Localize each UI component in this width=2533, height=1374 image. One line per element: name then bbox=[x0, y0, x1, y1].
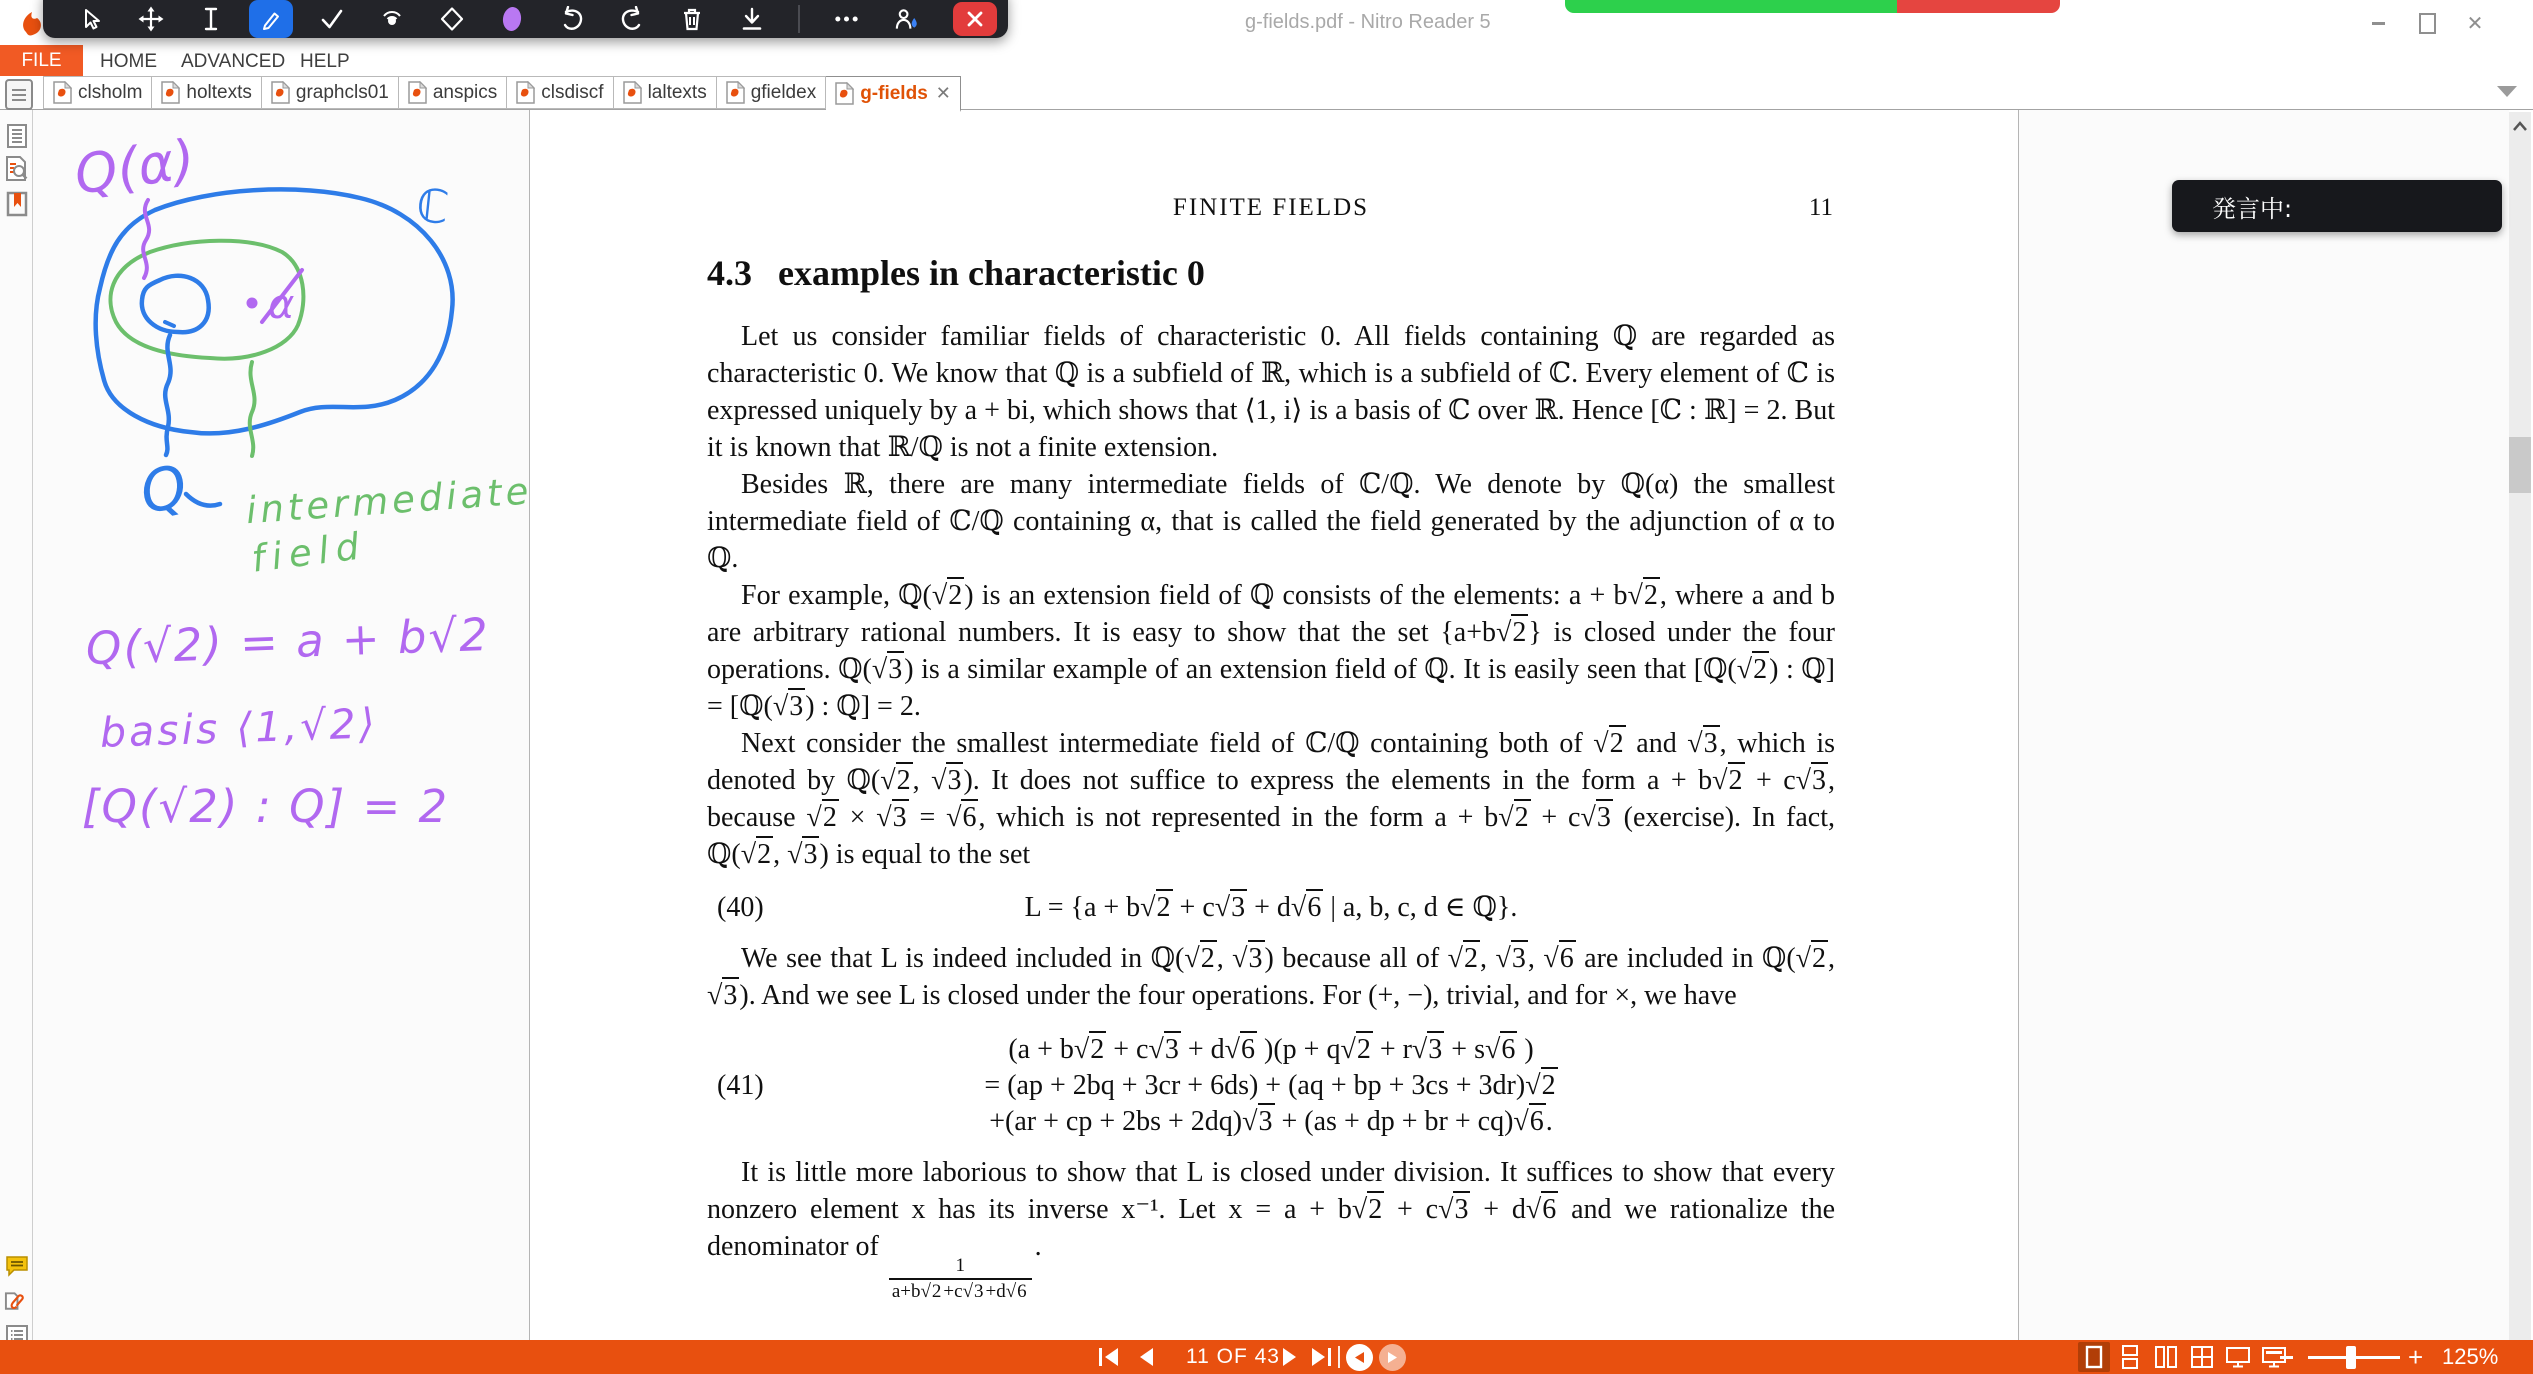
tab-gfieldex[interactable] bbox=[717, 76, 827, 109]
tab-overflow-chevron-icon[interactable] bbox=[2497, 86, 2517, 97]
recording-indicator-red bbox=[1897, 0, 2060, 13]
handwritten-formula-basis: basis ⟨1,√2⟩ bbox=[99, 699, 379, 757]
section-title: examples in characteristic 0 bbox=[778, 253, 1205, 293]
paragraph: Let us consider familiar fields of characteristic 0. All fields containing ℚ are regarded as characteristic 0. We know that ℚ is a subfield of ℝ, which is a subfield of ℂ. Every element of ℂ is expressed uniquely by a + bi, which shows that ⟨1, i⟩ is a basis of ℂ over ℝ. Hence [ℂ : ℝ] = 2. But it is known that ℝ/ℚ is not a finite extension. bbox=[707, 321, 1835, 463]
paragraph: It is little more laborious to show that L is closed under division. It suffices to show that every nonzero element x has its inverse x⁻¹. Let x = a + b√2 + c√3 + d√6 and we rationalize the denominator of $\frac{1}{a+b√2 +c√3 +d√6}$ . bbox=[707, 1157, 1836, 1302]
pdf-file-icon bbox=[271, 81, 290, 104]
tab-laltexts[interactable] bbox=[614, 76, 717, 109]
handwritten-q-label: Q bbox=[134, 451, 194, 528]
tab-graphcls01[interactable] bbox=[262, 76, 399, 109]
view-mode-group bbox=[2078, 1340, 2290, 1374]
zoom-slider[interactable] bbox=[2308, 1340, 2400, 1374]
scroll-up-icon[interactable] bbox=[2512, 120, 2528, 132]
last-page-button[interactable] bbox=[1308, 1340, 1334, 1374]
paragraph: For example, ℚ(√2) is an extension field of ℚ consists of the elements: a + b√2, where a and b are arbitrary rational numbers. It is easy to show that the set {a+b√2} is closed under the four operations. ℚ(√3) is a similar example of an extension field of ℚ. It is easily seen that [ℚ(√2) : ℚ] = [ℚ(√3) : ℚ] = 2. bbox=[707, 577, 1835, 725]
grid-view-icon[interactable] bbox=[2186, 1342, 2218, 1372]
redo-icon[interactable] bbox=[618, 6, 645, 33]
text-tool-icon[interactable] bbox=[197, 6, 224, 33]
tab-label: g-fields bbox=[860, 82, 928, 104]
presenter-icon[interactable] bbox=[893, 6, 920, 33]
facing-pages-view-icon[interactable] bbox=[2150, 1342, 2182, 1372]
handwritten-formula-degree: [Q(√2) : Q] = 2 bbox=[82, 780, 450, 830]
tab-holtexts[interactable] bbox=[152, 76, 261, 109]
document-tab-bar bbox=[0, 76, 2533, 109]
previous-page-button[interactable] bbox=[1134, 1340, 1156, 1374]
save-export-icon[interactable] bbox=[738, 6, 765, 33]
paragraph: We see that L is indeed included in ℚ(√2, √3) because all of √2, √3, √6 are included in ℚ(√2, √3). And we see L is closed under the four operations. For (+, −), trivial, and for ×, we have bbox=[707, 940, 1835, 1014]
recording-indicator-green bbox=[1565, 0, 1897, 13]
zoom-in-button[interactable]: + bbox=[2408, 1341, 2424, 1372]
toolbar-divider bbox=[798, 5, 800, 33]
speaking-label: 発言中: bbox=[2212, 194, 2293, 223]
window-title: g-fields.pdf - Nitro Reader 5 bbox=[1245, 11, 1491, 33]
equation-line: (a + b√2 + c√3 + d√6 )(p + q√2 + r√3 + s√6 ) bbox=[707, 1032, 1835, 1068]
pdf-file-icon bbox=[161, 81, 180, 104]
search-document-icon[interactable] bbox=[4, 155, 29, 182]
scrollbar-thumb[interactable] bbox=[2509, 437, 2531, 493]
next-page-button[interactable] bbox=[1280, 1340, 1302, 1374]
pages-panel-toggle-icon[interactable] bbox=[5, 79, 33, 110]
equation-line: +(ar + cp + 2bs + 2dq)√3 + (as + dp + br + cq)√6. bbox=[707, 1104, 1835, 1140]
status-bar bbox=[0, 1340, 2533, 1374]
tab-clsdiscf[interactable] bbox=[507, 76, 613, 109]
running-header bbox=[707, 194, 1835, 222]
recording-indicator bbox=[1565, 0, 2060, 13]
tab-g-fields-active[interactable] bbox=[826, 76, 961, 112]
blue-inner-q-blob bbox=[142, 276, 209, 332]
pdf-file-icon bbox=[408, 81, 427, 104]
inline-fraction: $\frac{1}{a+b√2 +c√3 +d√6}$ bbox=[889, 1255, 1032, 1304]
handwritten-intermediate: intermediate bbox=[244, 469, 534, 533]
more-options-icon[interactable] bbox=[833, 6, 860, 33]
speaking-indicator-panel bbox=[2172, 180, 2502, 232]
pen-annotation-layer bbox=[40, 120, 570, 830]
running-title: FINITE FIELDS bbox=[1172, 194, 1370, 221]
check-tool-icon[interactable] bbox=[318, 6, 345, 33]
pages-panel-icon[interactable] bbox=[4, 122, 29, 149]
handwritten-formula-extension: Q(√2) = a + b√2 bbox=[85, 607, 491, 676]
page-number: 11 bbox=[1808, 194, 1833, 221]
section-heading bbox=[707, 252, 1835, 294]
color-swatch-icon[interactable] bbox=[498, 6, 525, 33]
attachments-panel-icon[interactable] bbox=[4, 1288, 29, 1315]
single-page-view-icon[interactable] bbox=[2078, 1342, 2110, 1372]
handwritten-field: field bbox=[249, 524, 369, 581]
tab-label: clsholm bbox=[78, 81, 143, 103]
handwritten-q-alpha-label: Q(α) bbox=[70, 127, 199, 207]
tab-close-icon[interactable]: ✕ bbox=[935, 83, 951, 104]
eraser-tool-icon[interactable] bbox=[438, 6, 465, 33]
menu-help[interactable]: HELP bbox=[300, 51, 350, 72]
cursor-tool-icon[interactable] bbox=[77, 6, 104, 33]
pdf-text-column bbox=[707, 194, 1835, 1304]
handwritten-c-label: ℂ bbox=[413, 177, 452, 235]
equation-label: (41) bbox=[717, 1070, 764, 1101]
tab-label: clsdiscf bbox=[541, 81, 604, 103]
blue-squiggle bbox=[165, 335, 170, 455]
bookmarks-panel-icon[interactable] bbox=[4, 190, 29, 217]
comments-panel-icon[interactable] bbox=[4, 1252, 29, 1279]
tab-label: laltexts bbox=[647, 81, 707, 103]
window-close-button[interactable]: ✕ bbox=[2466, 11, 2484, 35]
equation-41 bbox=[707, 1032, 1835, 1140]
tab-label: anspics bbox=[432, 81, 498, 103]
paragraph: Next consider the smallest intermediate field of ℂ/ℚ containing both of √2 and √3, which is denoted by ℚ(√2, √3). It does not suffice to express the elements in the form a + b√2 + c√3, because √2 × √3 = √6, which is not represented in the form a + b√2 + c√3 (exercise). In fact, ℚ(√2, √3) is equal to the set bbox=[707, 725, 1835, 873]
continuous-view-icon[interactable] bbox=[2114, 1342, 2146, 1372]
next-view-button[interactable] bbox=[1379, 1340, 1406, 1374]
zoom-out-button[interactable] bbox=[2280, 1340, 2293, 1374]
tab-label: gfieldex bbox=[750, 81, 817, 103]
window-maximize-button[interactable] bbox=[2410, 10, 2444, 36]
equation-line: = (ap + 2bq + 3cr + 6ds) + (aq + bp + 3cs + 3dr)√2 bbox=[707, 1068, 1835, 1104]
section-number: 4.3 bbox=[707, 253, 752, 293]
tab-label: graphcls01 bbox=[295, 81, 389, 103]
pdf-file-icon bbox=[53, 81, 72, 104]
tab-anspics[interactable] bbox=[399, 76, 507, 109]
pdf-file-icon bbox=[835, 82, 854, 105]
window-minimize-button[interactable] bbox=[2361, 10, 2395, 36]
laser-pointer-tool-icon[interactable] bbox=[378, 6, 405, 33]
pdf-page bbox=[529, 110, 2019, 1340]
equation-body: L = {a + b√2 + c√3 + d√6 | a, b, c, d ∈ ℚ}. bbox=[707, 889, 1835, 926]
menu-home[interactable]: HOME bbox=[100, 51, 157, 72]
vertical-scrollbar[interactable] bbox=[2509, 112, 2531, 1340]
menu-bar bbox=[0, 45, 2533, 76]
equation-label: (40) bbox=[717, 892, 764, 923]
pdf-file-icon bbox=[516, 81, 535, 104]
handwritten-alpha: α bbox=[268, 282, 295, 328]
trash-icon[interactable] bbox=[678, 6, 705, 33]
zoom-level: 125% bbox=[2442, 1344, 2499, 1369]
page-indicator: 11 OF 43 bbox=[1186, 1345, 1280, 1368]
close-annotation-toolbar-icon[interactable] bbox=[953, 2, 997, 36]
purple-alpha-dot bbox=[247, 298, 258, 309]
menu-advanced[interactable]: ADVANCED bbox=[181, 51, 286, 72]
nav-divider bbox=[1338, 1340, 1340, 1374]
left-sidebar bbox=[0, 110, 33, 1340]
menu-file[interactable]: FILE bbox=[0, 45, 83, 76]
equation-40 bbox=[707, 889, 1835, 926]
paragraph: Besides ℝ, there are many intermediate fields of ℂ/ℚ. We denote by ℚ(α) the smallest intermediate field of ℂ/ℚ containing α, that is called the field generated by the adjunction of α to ℚ. bbox=[707, 469, 1835, 574]
tab-label: holtexts bbox=[186, 81, 252, 103]
first-page-button[interactable] bbox=[1096, 1340, 1122, 1374]
previous-view-button[interactable] bbox=[1346, 1340, 1373, 1374]
move-tool-icon[interactable] bbox=[137, 6, 164, 33]
pen-tool-icon-active[interactable] bbox=[249, 0, 293, 38]
fullscreen-view-icon[interactable] bbox=[2222, 1342, 2254, 1372]
zoom-slider-thumb[interactable] bbox=[2346, 1346, 2356, 1369]
annotation-toolbar bbox=[43, 0, 1008, 38]
green-squiggle bbox=[250, 362, 255, 456]
pdf-file-icon bbox=[623, 81, 642, 104]
pdf-file-icon bbox=[726, 81, 745, 104]
undo-icon[interactable] bbox=[558, 6, 585, 33]
tab-clsholm[interactable] bbox=[43, 76, 152, 109]
